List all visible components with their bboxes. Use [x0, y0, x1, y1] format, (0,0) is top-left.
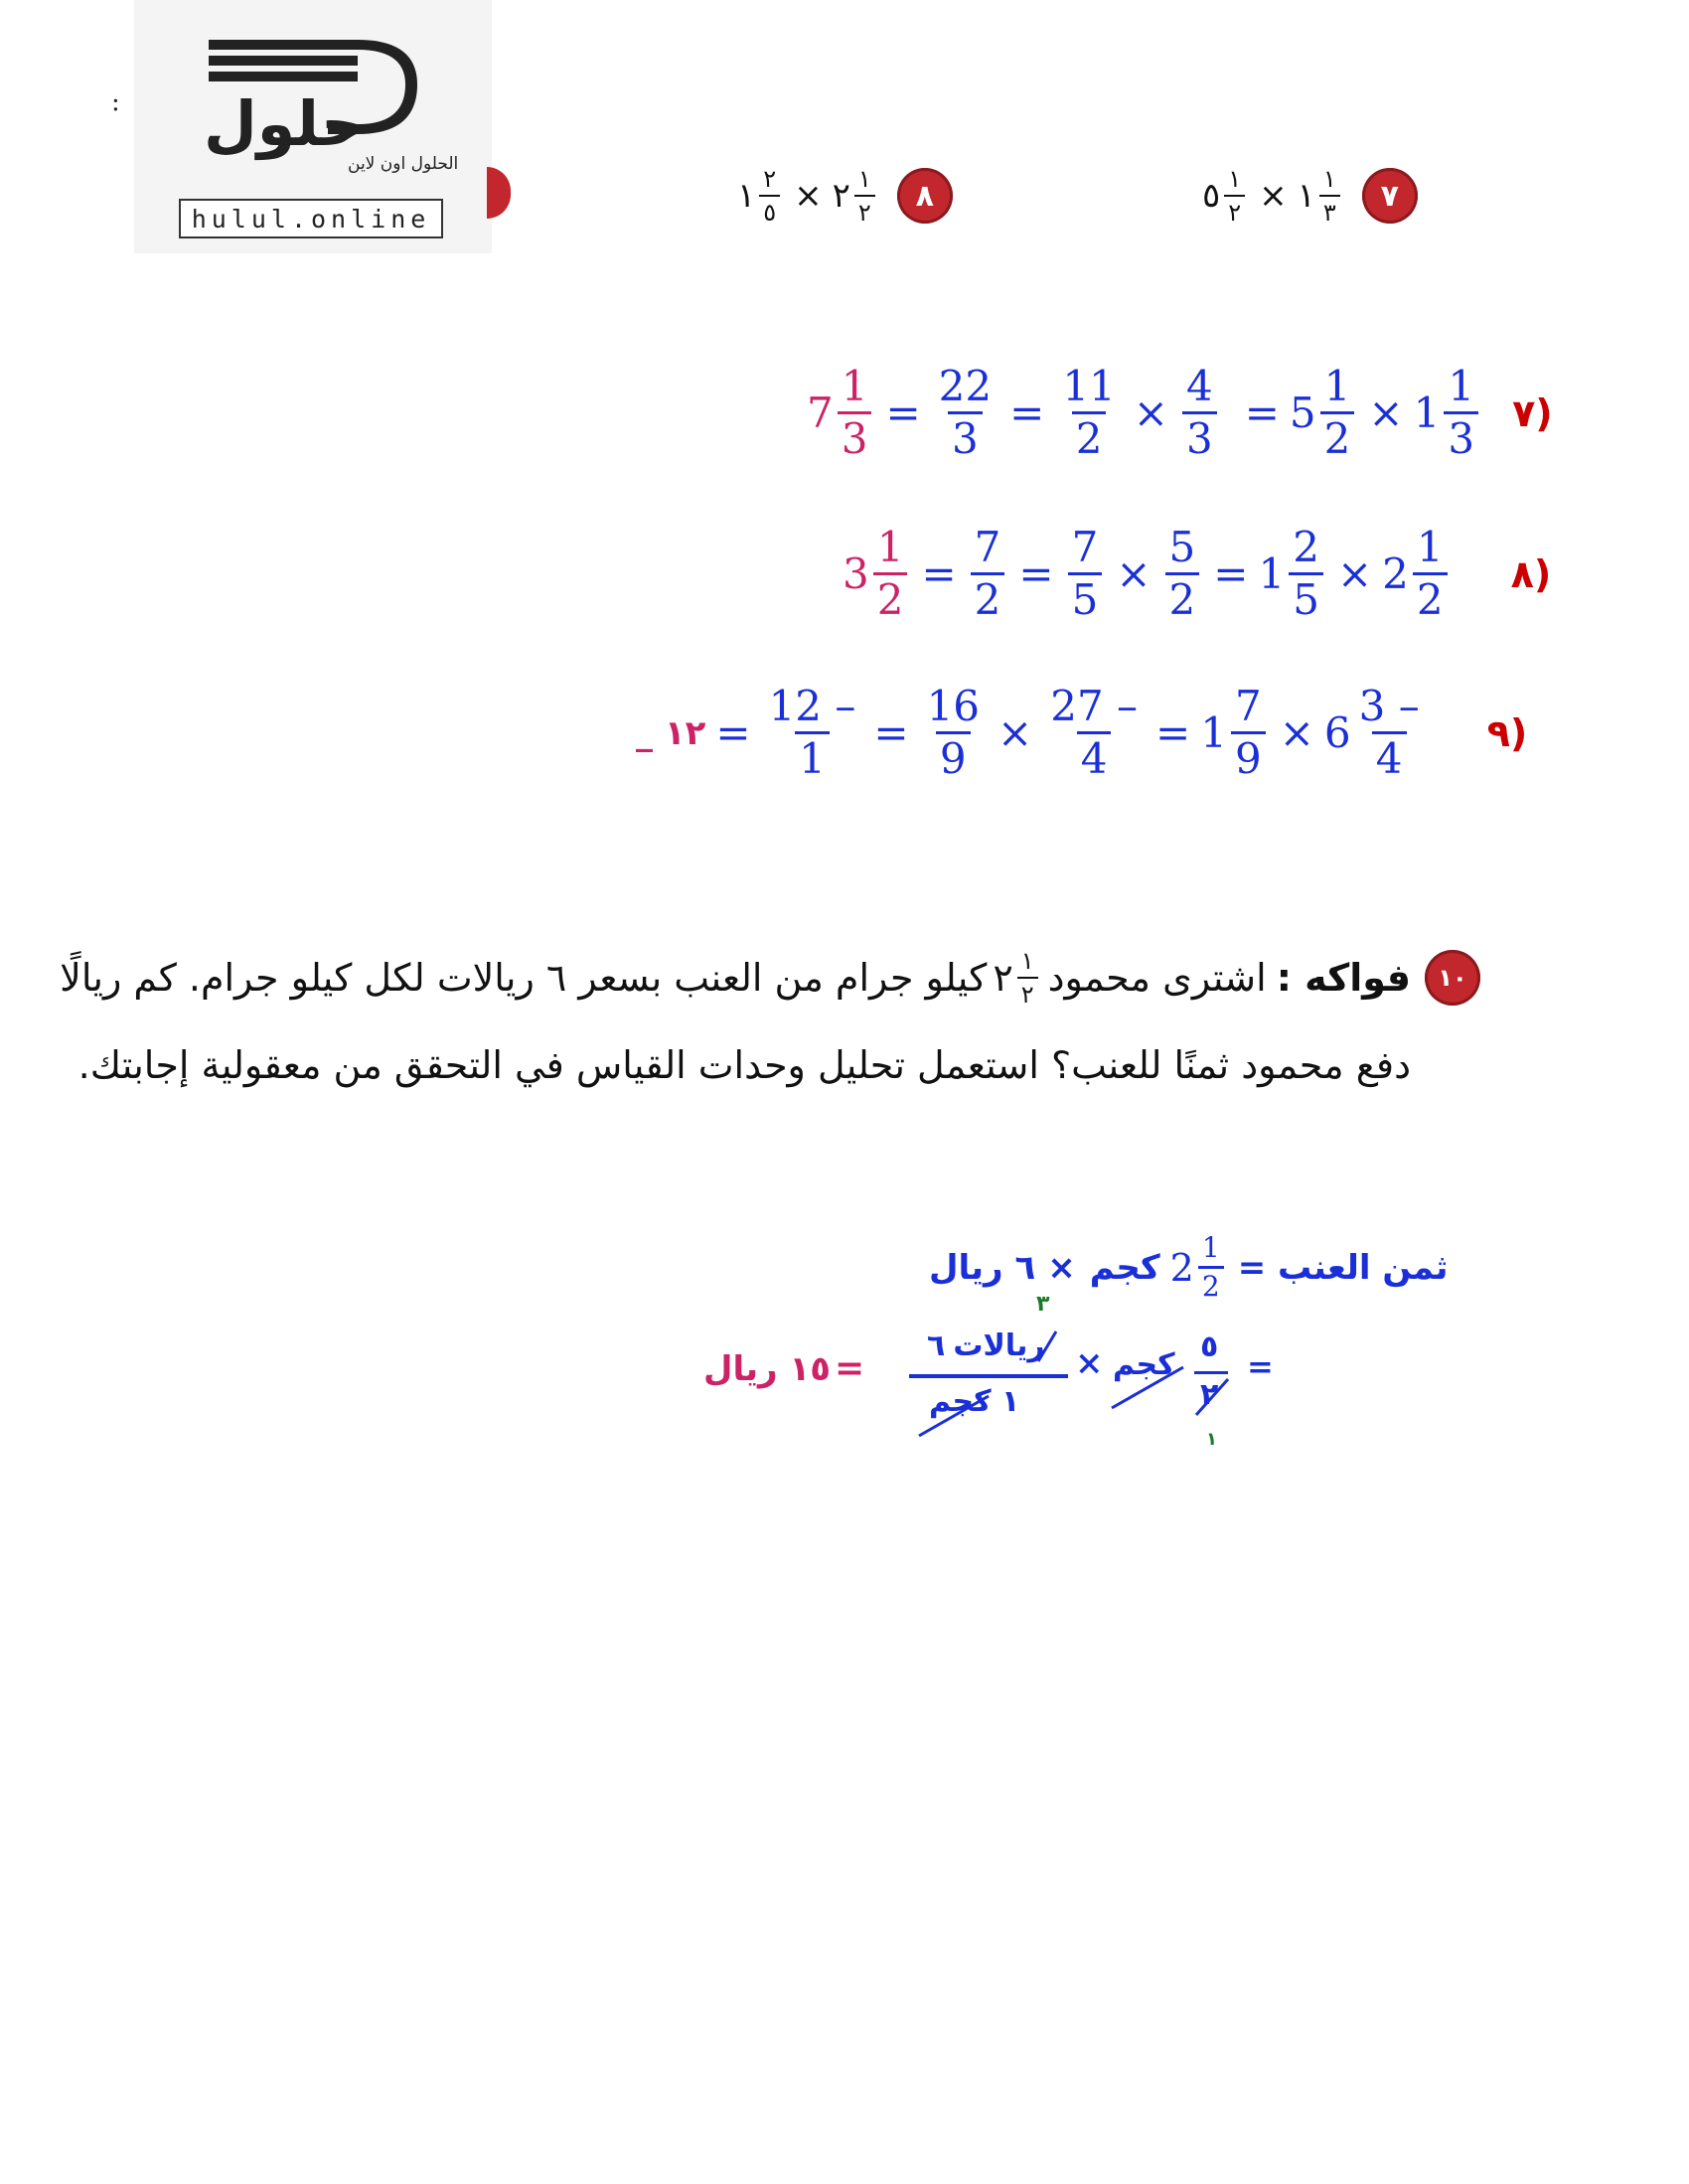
rate-denominator: ١ كجم — [929, 1384, 1020, 1419]
solution-7 — [807, 362, 1553, 463]
exercise-8 — [737, 167, 953, 225]
problem-10-mixed-number: ٢ $\frac{١}{٢}$ — [993, 949, 1041, 1007]
ex8-frac1: $\frac{٢}{٥}$ — [759, 167, 780, 225]
s7-times1: × — [1133, 389, 1168, 437]
s8-eq2: = — [1018, 549, 1054, 598]
answer-10-eq1: = — [1247, 1347, 1274, 1385]
ex8-frac2: $\frac{١}{٢}$ — [854, 167, 875, 225]
answer-10-label: ثمن العنب = — [1237, 1247, 1449, 1288]
problem-10-title: فواكه : — [1276, 956, 1411, 1000]
problem-10-line1 — [60, 949, 1480, 1007]
s8-m1-whole: 1 — [1258, 549, 1286, 598]
answer-10-unit: كجم — [1089, 1247, 1160, 1288]
s7-label: (٧ — [1512, 390, 1553, 435]
s9-frac3: $\frac{27 -}{4}$ — [1050, 682, 1139, 783]
s7-frac2: $\frac{11}{2}$ — [1062, 362, 1116, 463]
ex8-whole1: ١ — [737, 176, 756, 216]
cancel-strike-kg — [1108, 1353, 1187, 1413]
answer-10-kg-unit: كجم — [1113, 1347, 1175, 1382]
answer-10-five-halves — [1190, 1329, 1234, 1439]
s8-eq1: = — [921, 549, 957, 598]
s7-frac1: $\frac{22}{3}$ — [938, 362, 993, 463]
s7-m2-whole: 1 — [1413, 389, 1441, 437]
s7-result-frac: $\frac{1}{3}$ — [838, 366, 872, 460]
five-halves-num: ٥ — [1200, 1329, 1219, 1364]
s9-m1-whole: 1 — [1200, 708, 1227, 757]
s8-result-whole: 3 — [843, 549, 869, 598]
s7-m1-whole: 5 — [1289, 389, 1316, 437]
s8-frac1: $\frac{7}{2}$ — [971, 527, 1005, 621]
ex8-whole2: ٢ — [832, 176, 850, 216]
s9-times2: × — [1279, 708, 1314, 757]
answer-10-result: ١٥ ريال — [703, 1349, 831, 1389]
cancel-strike-den — [1190, 1373, 1234, 1419]
ex8-badge: ٨ — [897, 168, 953, 224]
s8-result-frac: $\frac{1}{2}$ — [873, 527, 908, 621]
logo-tagline: الحلول اون لاين — [348, 154, 459, 174]
problem-10 — [60, 947, 1480, 1148]
s7-eq3: = — [1244, 389, 1280, 437]
s9-result: ١٢ _ — [636, 712, 706, 753]
ex7-whole1: ٥ — [1202, 176, 1221, 216]
logo-arabic-name: حلول — [204, 87, 366, 160]
s8-m1-frac: $\frac{2}{5}$ — [1289, 527, 1323, 621]
answer-10-times2: × — [1075, 1343, 1104, 1383]
solution-8 — [843, 523, 1552, 624]
s9-frac1: $\frac{12 -}{1}$ — [768, 682, 856, 783]
s9-m1-frac: $\frac{7}{9}$ — [1231, 686, 1266, 780]
ex7-frac1: $\frac{١}{٢}$ — [1224, 167, 1245, 225]
logo — [134, 0, 492, 253]
left-margin-mark: : — [111, 87, 120, 117]
s7-frac3: $\frac{4}{3}$ — [1182, 366, 1217, 460]
rate-num-unit: ريالات — [953, 1328, 1045, 1363]
s7-times2: × — [1368, 389, 1404, 437]
s9-frac2: $\frac{16}{9}$ — [926, 682, 981, 783]
problem-10-text-a: اشترى محمود — [1047, 956, 1267, 1000]
ex7-frac2: $\frac{١}{٣}$ — [1319, 167, 1340, 225]
problem-10-text-b: كيلو جرام من العنب بسعر ٦ ريالات لكل كيلو جرام. كم ريالًا — [60, 956, 988, 1000]
s8-eq3: = — [1213, 549, 1249, 598]
logo-site-text: hulul.online — [191, 204, 431, 234]
rate-num-value: ٦ — [927, 1328, 946, 1363]
s7-eq1: = — [885, 389, 921, 437]
solution-9 — [636, 682, 1528, 783]
s9-times1: × — [998, 708, 1033, 757]
s7-result-whole: 7 — [807, 389, 834, 437]
ex8-times: × — [794, 176, 823, 216]
s9-eq2: = — [873, 708, 909, 757]
s8-frac2: $\frac{7}{5}$ — [1068, 527, 1103, 621]
answer-10-value: ٦ ريال — [929, 1247, 1036, 1288]
answer-10-mixed: 2 $\frac{1}{2}$ — [1170, 1234, 1228, 1301]
ex7-whole2: ١ — [1297, 176, 1315, 216]
cancel-strike-rate — [909, 1317, 1068, 1446]
answer-10-rate-fraction — [909, 1317, 1068, 1446]
s7-m1-frac: $\frac{1}{2}$ — [1320, 366, 1355, 460]
s8-label: (٨ — [1510, 551, 1552, 596]
s8-m2-frac: $\frac{1}{2}$ — [1413, 527, 1448, 621]
s7-eq2: = — [1009, 389, 1045, 437]
s8-times2: × — [1336, 549, 1373, 598]
logo-site-box — [179, 199, 443, 238]
partial-badge — [487, 167, 511, 219]
cancel-bottom-value: ١ — [1206, 1429, 1217, 1450]
s8-frac3: $\frac{5}{2}$ — [1165, 527, 1200, 621]
answer-10-line1 — [929, 1231, 1449, 1303]
s9-label: (٩ — [1486, 710, 1528, 755]
answer-10-eq2: = — [835, 1347, 865, 1389]
exercise-7 — [1202, 167, 1418, 225]
s9-m2-frac: $\frac{3 -}{4}$ — [1358, 682, 1420, 783]
s9-eq3: = — [1155, 708, 1191, 757]
s9-eq1: = — [715, 708, 751, 757]
problem-10-badge: ١٠ — [1425, 950, 1480, 1006]
s8-m2-whole: 2 — [1382, 549, 1409, 598]
answer-10-times: × — [1047, 1247, 1076, 1288]
s7-m2-frac: $\frac{1}{3}$ — [1444, 366, 1478, 460]
ex7-badge: ٧ — [1362, 168, 1418, 224]
five-halves-den: ٢ — [1200, 1377, 1219, 1412]
cancel-top-value: ٣ — [1036, 1292, 1050, 1317]
s9-m2-whole: 6 — [1323, 708, 1351, 757]
problem-10-line2: دفع محمود ثمنًا للعنب؟ استعمل تحليل وحدات القياس في التحقق من معقولية إجابتك. — [77, 1043, 1411, 1087]
ex7-times: × — [1259, 176, 1288, 216]
s8-times1: × — [1116, 549, 1152, 598]
